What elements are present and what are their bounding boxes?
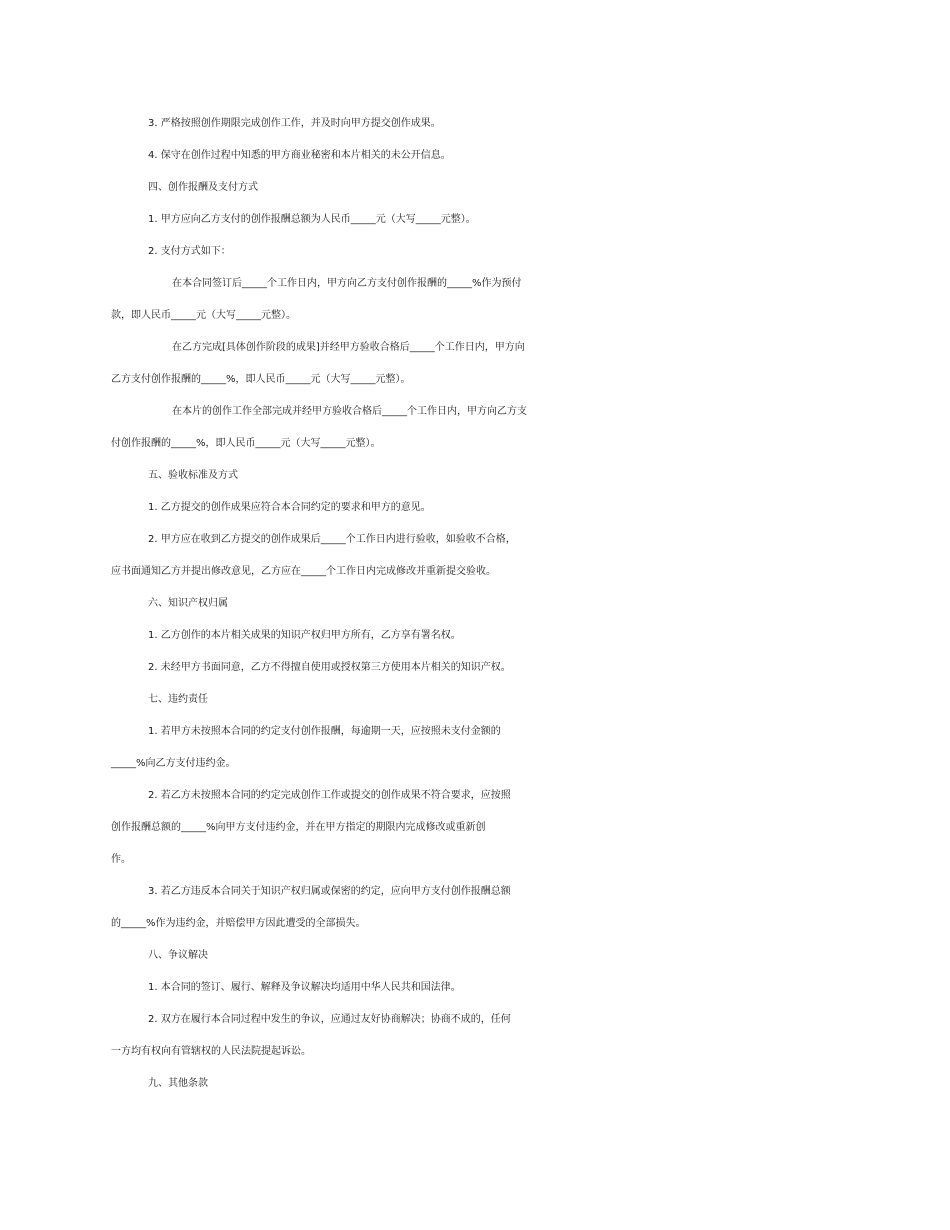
clause-line: 在乙方完成[具体创作阶段的成果]并经甲方验收合格后_____个工作日内，甲方向 (172, 342, 525, 353)
clause-line: 2. 支付方式如下： (148, 246, 231, 257)
clause-line: 创作报酬总额的_____%向甲方支付违约金，并在甲方指定的期限内完成修改或重新创 (111, 822, 486, 833)
clause-line: 2. 未经甲方书面同意，乙方不得擅自使用或授权第三方使用本片相关的知识产权。 (148, 662, 511, 673)
clause-line: 2. 双方在履行本合同过程中发生的争议，应通过友好协商解决；协商不成的，任何 (148, 1014, 511, 1025)
clause-line: 1. 乙方提交的创作成果应符合本合同约定的要求和甲方的意见。 (148, 502, 431, 513)
clause-line: 2. 甲方应在收到乙方提交的创作成果后_____个工作日内进行验收，如验收不合格， (148, 534, 516, 545)
section-heading: 九、其他条款 (148, 1078, 208, 1089)
clause-line: 1. 甲方应向乙方支付的创作报酬总额为人民币_____元（大写_____元整）。 (148, 214, 476, 225)
clause-line: 款，即人民币_____元（大写_____元整）。 (111, 310, 296, 321)
clause-line: 1. 本合同的签订、履行、解释及争议解决均适用中华人民共和国法律。 (148, 982, 461, 993)
clause-line: 一方均有权向有管辖权的人民法院提起诉讼。 (111, 1046, 311, 1057)
clause-line: 作。 (111, 854, 131, 865)
clause-line: 在本片的创作工作全部完成并经甲方验收合格后_____个工作日内，甲方向乙方支 (172, 406, 527, 417)
clause-line: 乙方支付创作报酬的_____%，即人民币_____元（大写_____元整）。 (111, 374, 411, 385)
clause-line: 4. 保守在创作过程中知悉的甲方商业秘密和本片相关的未公开信息。 (148, 150, 451, 161)
clause-line: _____%向乙方支付违约金。 (111, 758, 236, 769)
clause-line: 应书面通知乙方并提出修改意见，乙方应在_____个工作日内完成修改并重新提交验收。 (111, 566, 496, 577)
section-heading: 四、创作报酬及支付方式 (148, 182, 258, 193)
section-heading: 六、知识产权归属 (148, 598, 228, 609)
section-heading: 五、验收标准及方式 (148, 470, 238, 481)
clause-line: 的_____%作为违约金，并赔偿甲方因此遭受的全部损失。 (111, 918, 366, 929)
clause-line: 3. 严格按照创作期限完成创作工作，并及时向甲方提交创作成果。 (148, 118, 441, 129)
clause-line: 3. 若乙方违反本合同关于知识产权归属或保密的约定，应向甲方支付创作报酬总额 (148, 886, 511, 897)
section-heading: 七、违约责任 (148, 694, 208, 705)
clause-line: 1. 若甲方未按照本合同的约定支付创作报酬，每逾期一天，应按照未支付金额的 (148, 726, 501, 737)
section-heading: 八、争议解决 (148, 950, 208, 961)
clause-line: 2. 若乙方未按照本合同的约定完成创作工作或提交的创作成果不符合要求，应按照 (148, 790, 511, 801)
clause-line: 在本合同签订后_____个工作日内，甲方向乙方支付创作报酬的_____%作为预付 (172, 278, 522, 289)
clause-line: 付创作报酬的_____%，即人民币_____元（大写_____元整）。 (111, 438, 381, 449)
clause-line: 1. 乙方创作的本片相关成果的知识产权归甲方所有，乙方享有署名权。 (148, 630, 461, 641)
